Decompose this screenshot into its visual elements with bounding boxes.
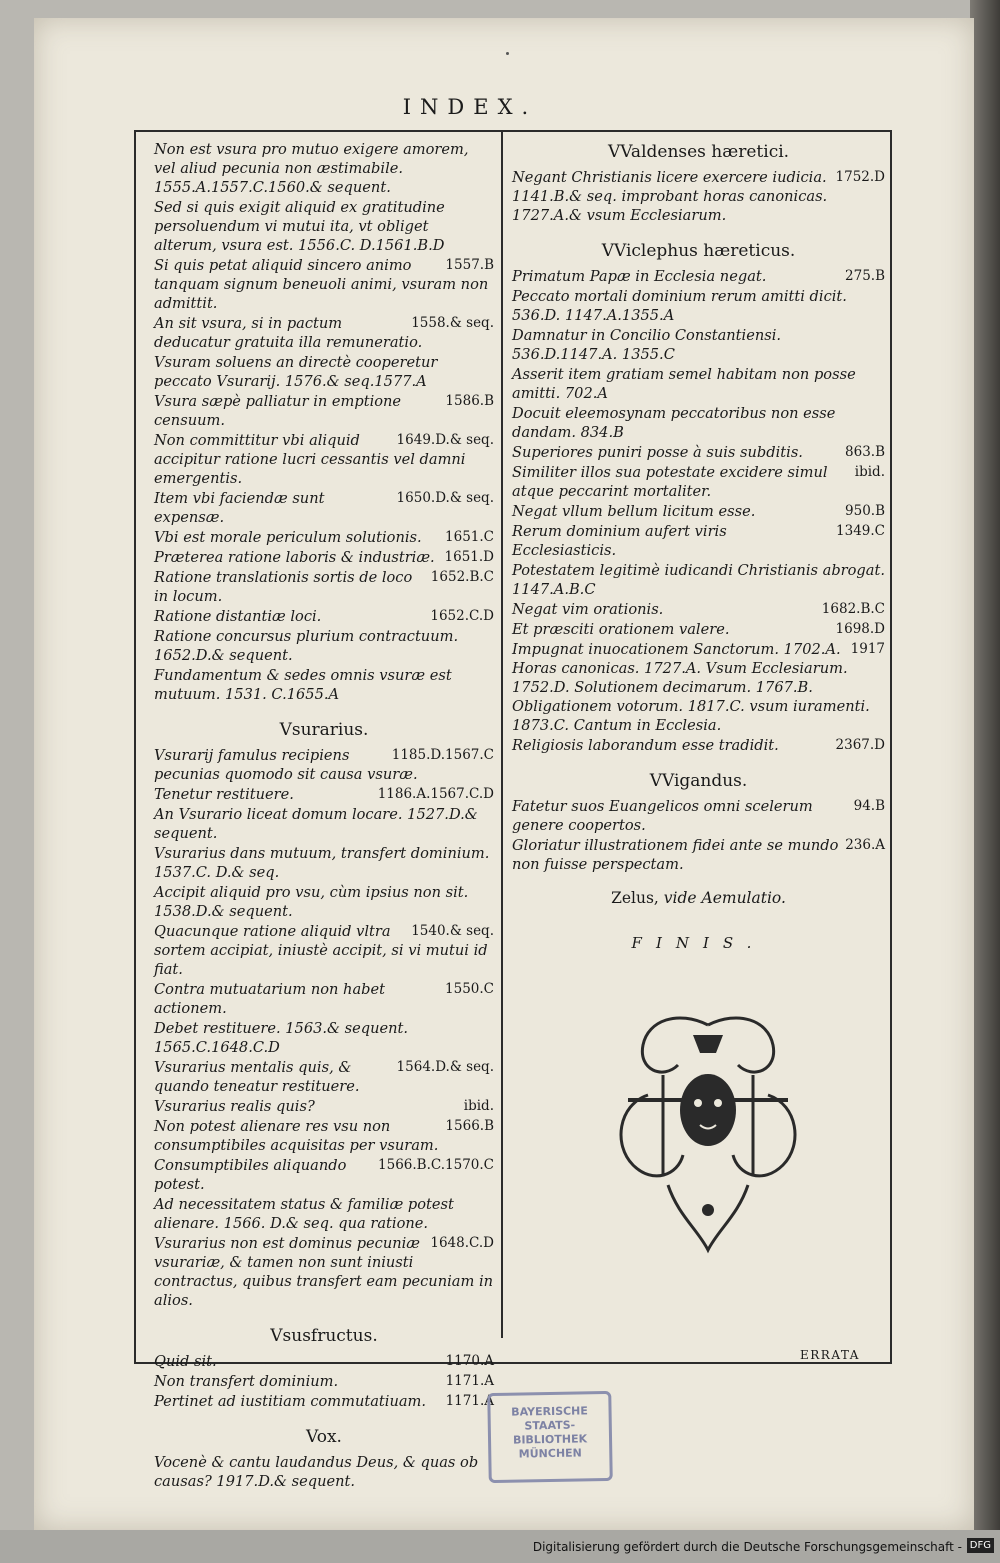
index-entry (154, 1058, 494, 1096)
index-entry (154, 666, 494, 704)
entry-text: Præterea ratione laboris & industriæ. (154, 549, 435, 566)
page-reference: 1540.& seq. (411, 923, 494, 939)
index-heading: VViclephus hæreticus. (601, 241, 796, 261)
entry-text: Vocenè & cantu laudandus Deus, & quas ob causas? 1917.D.& sequent. (154, 1454, 479, 1490)
stamp-line: BAYERISCHE (511, 1404, 588, 1419)
entry-text: Peccato mortali dominium rerum amitti dicit. 536.D. 1147.A.1355.A (512, 288, 847, 324)
entry-text: Sed si quis exigit aliquid ex gratitudine persoluendum vi mutui ita, vt obliget alterum, vsura est. 1556.C. D.1561.B.D (154, 199, 445, 254)
book-spine (970, 0, 1000, 1563)
entry-text: Non est vsura pro mutuo exigere amorem, vel aliud pecunia non æstimabile. 1555.A.1557.C.1560.& sequent. (154, 141, 469, 196)
entry-text: Ad necessitatem status & familiæ potest alienare. 1566. D.& seq. qua ratione. (154, 1196, 454, 1232)
index-entry (154, 746, 494, 784)
entry-text: Si quis petat aliquid sincero animo tanquam signum beneuoli animi, vsuram non admittit. (154, 257, 489, 312)
page-reference: 1586.B (445, 393, 494, 409)
index-entry (154, 528, 494, 547)
entry-text: Negat vllum bellum licitum esse. (512, 503, 756, 520)
index-entry (154, 805, 494, 843)
entry-text: Non transfert dominium. (154, 1373, 339, 1390)
index-entry (512, 797, 885, 835)
page-reference: 1651.C (445, 529, 494, 545)
index-entry (154, 1372, 494, 1391)
page-reference: 1566.B.C.1570.C (378, 1157, 494, 1173)
index-entry (512, 404, 885, 442)
index-entry (154, 568, 494, 606)
index-entry (154, 785, 494, 804)
index-entry (512, 836, 885, 874)
entry-text: Vsurarius mentalis quis, & quando teneatur restituere. (154, 1059, 360, 1095)
page-reference: 1566.B (445, 1118, 494, 1134)
page-reference: 1649.D.& seq. (396, 432, 494, 448)
entry-text: Superiores puniri posse à suis subditis. (512, 444, 803, 461)
right-column (512, 140, 885, 875)
entry-text: Religiosis laborandum esse tradidit. (512, 737, 779, 754)
index-entry (512, 561, 885, 599)
index-entry (154, 607, 494, 626)
entry-text: An Vsurario liceat domum locare. 1527.D.& sequent. (154, 806, 478, 842)
library-stamp (487, 1391, 613, 1483)
entry-text: Negat vim orationis. (512, 601, 664, 618)
index-entry (154, 353, 494, 391)
page-reference: 275.B (845, 268, 885, 284)
entry-text: Pertinet ad iustitiam commutatiuam. (154, 1393, 427, 1410)
page-reference: 1185.D.1567.C (391, 747, 494, 763)
index-entry (154, 548, 494, 567)
index-heading: VVigandus. (649, 771, 748, 791)
entry-text: Vsurarius realis quis? (154, 1098, 315, 1115)
index-entry (154, 1234, 494, 1310)
entry-text: Quid sit. (154, 1353, 217, 1370)
page-reference: 1550.C (445, 981, 494, 997)
page-reference: 94.B (853, 798, 885, 814)
index-entry (512, 620, 885, 639)
entry-text: Vsurarius non est dominus pecuniæ vsurariæ, & tamen non sunt iniusti contractus, quibus transfert eam pecuniam in alios. (154, 1235, 494, 1309)
index-entry (154, 1156, 494, 1194)
index-entry (512, 600, 885, 619)
zelus-term: Zelus, (611, 889, 659, 907)
page-reference: 1917 (850, 641, 885, 657)
page-reference: 1557.B (445, 257, 494, 273)
entry-text: Impugnat inuocationem Sanctorum. 1702.A. Horas canonicas. 1727.A. Vsum Ecclesiarum. 1752.D. Solutionem decimarum. 1767.B. Obligationem votorum. 1817.C. vsum iuramenti. 1873.C. Cantum in Ecclesia. (512, 641, 870, 734)
index-heading: VValdenses hæretici. (607, 142, 790, 162)
index-entry (154, 140, 494, 197)
page-reference: 1652.C.D (430, 608, 494, 624)
right-column-tail (512, 879, 885, 953)
entry-text: Fatetur suos Euangelicos omni scelerum genere coopertos. (512, 798, 813, 834)
entry-text: Potestatem legitimè iudicandi Christianis abrogat. 1147.A.B.C (512, 562, 885, 598)
entry-text: Non potest alienare res vsu non consumptibiles acquisitas per vsuram. (154, 1118, 439, 1154)
printer-ornament (608, 1005, 808, 1255)
index-entry (154, 1453, 494, 1491)
index-entry (154, 627, 494, 665)
index-entry (512, 522, 885, 560)
index-heading: Vsurarius. (279, 720, 369, 740)
page-reference: 2367.D (835, 737, 885, 753)
index-entry (512, 502, 885, 521)
entry-text: Ratione concursus plurium contractuum. 1652.D.& sequent. (154, 628, 459, 664)
index-heading: Vox. (306, 1427, 342, 1447)
entry-text: Vbi est morale periculum solutionis. (154, 529, 422, 546)
entry-text: Ratione distantiæ loci. (154, 608, 322, 625)
page-reference: 1171.A (445, 1393, 494, 1409)
page-reference: 1650.D.& seq. (396, 490, 494, 506)
index-entry (154, 1019, 494, 1057)
stamp-line: BIBLIOTHEK (512, 1432, 588, 1447)
page-reference: 1186.A.1567.C.D (377, 786, 494, 802)
index-entry (512, 267, 885, 286)
page-reference: 1648.C.D (430, 1235, 494, 1251)
index-entry (154, 844, 494, 882)
index-entry (154, 883, 494, 921)
entry-text: Et præsciti orationem valere. (512, 621, 730, 638)
entry-text: Similiter illos sua potestate excidere simul atque peccarint mortaliter. (512, 464, 828, 500)
index-entry (154, 1392, 494, 1411)
entry-text: Vsurarij famulus recipiens pecunias quomodo sit causa vsuræ. (154, 747, 418, 783)
index-entry (154, 256, 494, 313)
entry-text: Vsura sæpè palliatur in emptione censuum. (154, 393, 402, 429)
left-column (154, 140, 494, 1492)
digitization-footer (0, 1530, 1000, 1563)
page-reference: 1349.C (836, 523, 885, 539)
entry-text: An sit vsura, si in pactum deducatur gratuita illa remuneratio. (154, 315, 423, 351)
page-reference: 1698.D (835, 621, 885, 637)
index-entry (154, 314, 494, 352)
page-reference: 863.B (845, 444, 885, 460)
entry-text: Asserit item gratiam semel habitam non posse amitti. 702.A (512, 366, 856, 402)
index-entry (512, 287, 885, 325)
entry-text: Item vbi faciendæ sunt expensæ. (154, 490, 325, 526)
index-entry (512, 443, 885, 462)
index-entry (512, 640, 885, 735)
entry-text: Negant Christianis licere exercere iudicia. 1141.B.& seq. improbant horas canonicas. 1727.A.& vsum Ecclesiarum. (512, 169, 828, 224)
entry-text: Damnatur in Concilio Constantiensi. 536.D.1147.A. 1355.C (512, 327, 782, 363)
index-entry (512, 365, 885, 403)
page-reference: 1682.B.C (821, 601, 885, 617)
entry-text: Quacunque ratione aliquid vltra sortem accipiat, iniustè accipit, si vi mutui id fiat. (154, 923, 488, 978)
page-reference: 1652.B.C (430, 569, 494, 585)
page-reference: 236.A (845, 837, 885, 853)
index-entry (154, 489, 494, 527)
index-entry (512, 326, 885, 364)
page-reference: 950.B (845, 503, 885, 519)
entry-text: Gloriatur illustrationem fidei ante se mundo non fuisse perspectam. (512, 837, 839, 873)
index-entry (154, 1117, 494, 1155)
footer-text: Digitalisierung gefördert durch die Deutsche Forschungsgemeinschaft - (532, 1540, 962, 1554)
page-reference: 1752.D (835, 169, 885, 185)
page-reference: 1651.D (444, 549, 494, 565)
index-entry (154, 1097, 494, 1116)
finis: FINIS. (631, 934, 766, 952)
index-entry (512, 168, 885, 225)
dfg-logo: DFG (967, 1538, 994, 1553)
index-entry (154, 980, 494, 1018)
entry-text: Rerum dominium aufert viris Ecclesiasticis. (512, 523, 727, 559)
page-reference: 1170.A (445, 1353, 494, 1369)
page-dot (506, 52, 509, 55)
column-divider (501, 130, 503, 1338)
index-entry (154, 922, 494, 979)
stamp-line: STAATS- (524, 1418, 576, 1433)
page-reference: ibid. (463, 1098, 494, 1114)
entry-text: Contra mutuatarium non habet actionem. (154, 981, 385, 1017)
index-heading: Vsusfructus. (270, 1326, 378, 1346)
entry-text: Fundamentum & sedes omnis vsuræ est mutuum. 1531. C.1655.A (154, 667, 452, 703)
catchword-errata: ERRATA (800, 1348, 860, 1362)
entry-text: Debet restituere. 1563.& sequent. 1565.C.1648.C.D (154, 1020, 409, 1056)
running-head: INDEX. (402, 95, 538, 119)
entry-text: Docuit eleemosynam peccatoribus non esse dandam. 834.B (512, 405, 836, 441)
stamp-line: MÜNCHEN (518, 1446, 582, 1461)
page-reference: 1171.A (445, 1373, 494, 1389)
index-entry (154, 1195, 494, 1233)
index-entry (512, 736, 885, 755)
page-reference: ibid. (854, 464, 885, 480)
entry-text: Primatum Papæ in Ecclesia negat. (512, 268, 767, 285)
entry-text: Tenetur restituere. (154, 786, 294, 803)
page-reference: 1564.D.& seq. (396, 1059, 494, 1075)
entry-text: Accipit aliquid pro vsu, cùm ipsius non sit. 1538.D.& sequent. (154, 884, 469, 920)
index-entry (154, 198, 494, 255)
index-entry (154, 431, 494, 488)
index-entry (154, 392, 494, 430)
page-reference: 1558.& seq. (411, 315, 494, 331)
entry-text: Non committitur vbi aliquid accipitur ratione lucri cessantis vel damni emergentis. (154, 432, 466, 487)
index-entry (512, 463, 885, 501)
entry-text: Ratione translationis sortis de loco in locum. (154, 569, 413, 605)
cross-reference-zelus (512, 889, 885, 908)
zelus-see: vide Aemulatio. (663, 889, 786, 907)
entry-text: Vsurarius dans mutuum, transfert dominium. 1537.C. D.& seq. (154, 845, 490, 881)
entry-text: Vsuram soluens an directè cooperetur peccato Vsurarij. 1576.& seq.1577.A (154, 354, 438, 390)
entry-text: Consumptibiles aliquando potest. (154, 1157, 347, 1193)
index-entry (154, 1352, 494, 1371)
